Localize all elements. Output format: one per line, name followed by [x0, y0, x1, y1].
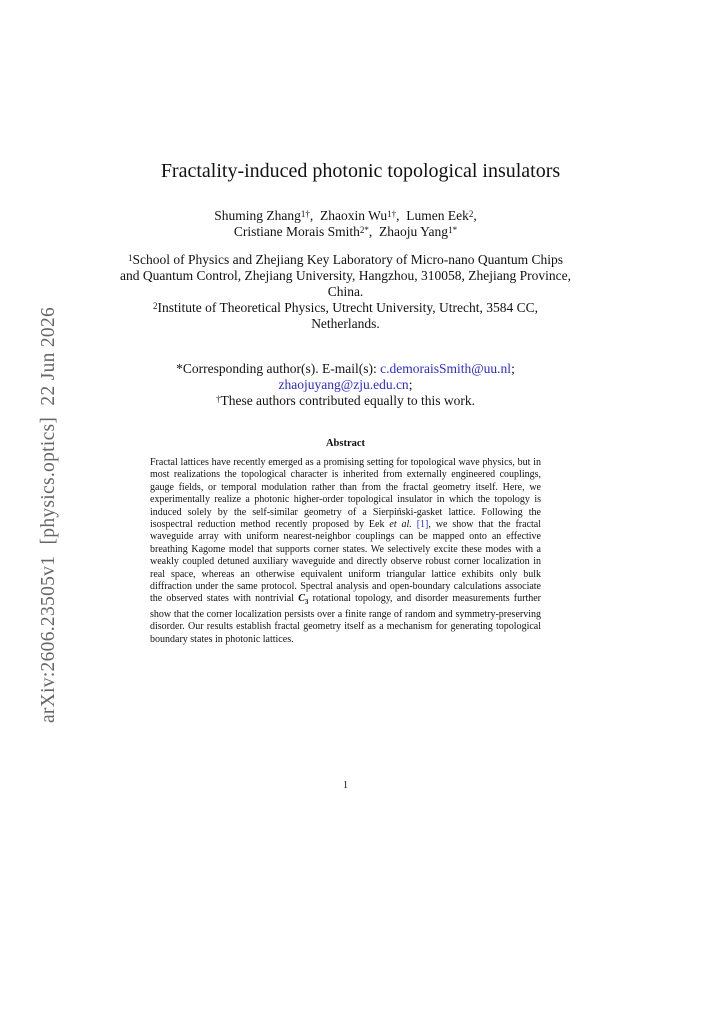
author-list [120, 208, 571, 240]
author-name: Cristiane Morais Smith [233, 224, 360, 239]
page-number: 1 [342, 780, 349, 791]
dagger-mark: † [215, 394, 221, 404]
author-line-1: Shuming Zhang$^{1\dagger}$, Zhaoxin $Wu^{1\dagger}$, Lumen Eek$^2$, [214, 208, 477, 223]
corresponding-line-2: zhaojuyang@zju.edu.cn; [278, 377, 413, 392]
correspondence [120, 361, 571, 409]
paper-title: Fractality-induced photonic topological insulators [160, 160, 561, 182]
email-link-1[interactable]: c.demoraisSmith@uu.nl [380, 361, 512, 376]
symmetry-symbol: C [298, 593, 305, 605]
corresponding-prefix: *Corresponding author(s). E-mail(s): [176, 361, 381, 376]
author-mark: 2* [359, 225, 369, 235]
affiliations [120, 252, 571, 332]
author-line-2: Cristiane Morais Smith$^{2*}$, Zhaoju Yang$^{1*}$ [233, 224, 458, 239]
affiliation-1: $^1$School of Physics and Zhejiang Key Laboratory of Micro-nano Quantum Chips and Quantum Control, Zhejiang University, Hangzhou, 310058, Zhejiang Province, China. [120, 252, 571, 299]
arxiv-category: [physics.optics] [38, 416, 59, 545]
author-name: Lumen Eek [406, 208, 469, 223]
arxiv-id: arXiv:2606.23505v1 [38, 555, 59, 724]
et-al: et al. [389, 519, 412, 531]
affiliation-mark: 2 [152, 301, 158, 311]
equal-contribution-note: †These authors contributed equally to this work. [215, 393, 476, 408]
citation-link[interactable]: [1] [416, 519, 429, 531]
abstract-heading: Abstract [325, 438, 366, 449]
corresponding-line: *Corresponding author(s). E-mail(s): c.demoraisSmith@uu.nl; [176, 361, 515, 376]
author-name: Zhaoxin Wu [320, 208, 388, 223]
arxiv-date: 22 Jun 2026 [38, 306, 59, 406]
arxiv-sidebar-stamp [38, 304, 60, 726]
author-mark: 1* [448, 225, 458, 235]
affiliation-2: $^2$Institute of Theoretical Physics, Utrecht University, Utrecht, 3584 CC, Netherlands. [152, 300, 539, 331]
author-mark: 1† [387, 209, 397, 219]
author-mark: 1† [300, 209, 310, 219]
affiliation-mark: 1 [128, 253, 133, 263]
abstract-body: Fractal lattices have recently emerged as a promising setting for topological wave physics, but in most realizations the topological character is inherited from externally engineered couplings, gauge fields, or temporal modulation rather than from the fractal geometry itself. Here, we experimentally realize a photonic higher-order topological insulator in which the topology is induced solely by the self-similar geometry of a Sierpiński-gasket lattice. Following the isospectral reduction method recently proposed by Eek et al. [1], we show that the fractal waveguide array with uniform nearest-neighbor couplings can be mapped onto an effective breathing Kagome model that supports corner states. We selectively excite these modes with a weakly coupled detuned auxiliary waveguide and directly observe robust corner localization in real space, whereas an otherwise equivalent uniform triangular lattice exhibits only bulk diffraction under the same protocol. Spectral analysis and open-boundary calculations associate the observed states with nontrivial $C_3$ rotational topology, and disorder measurements further show that the corner localization persists over a finite range of random and symmetry-preserving disorder. Our results establish fractal geometry itself as a mechanism for generating topological boundary states in photonic lattices. [150, 457, 542, 645]
author-mark: 2 [468, 209, 474, 219]
email-link-2[interactable]: zhaojuyang@zju.edu.cn [278, 377, 409, 392]
author-name: Zhaoju Yang [379, 224, 449, 239]
author-name: Shuming Zhang [214, 208, 301, 223]
